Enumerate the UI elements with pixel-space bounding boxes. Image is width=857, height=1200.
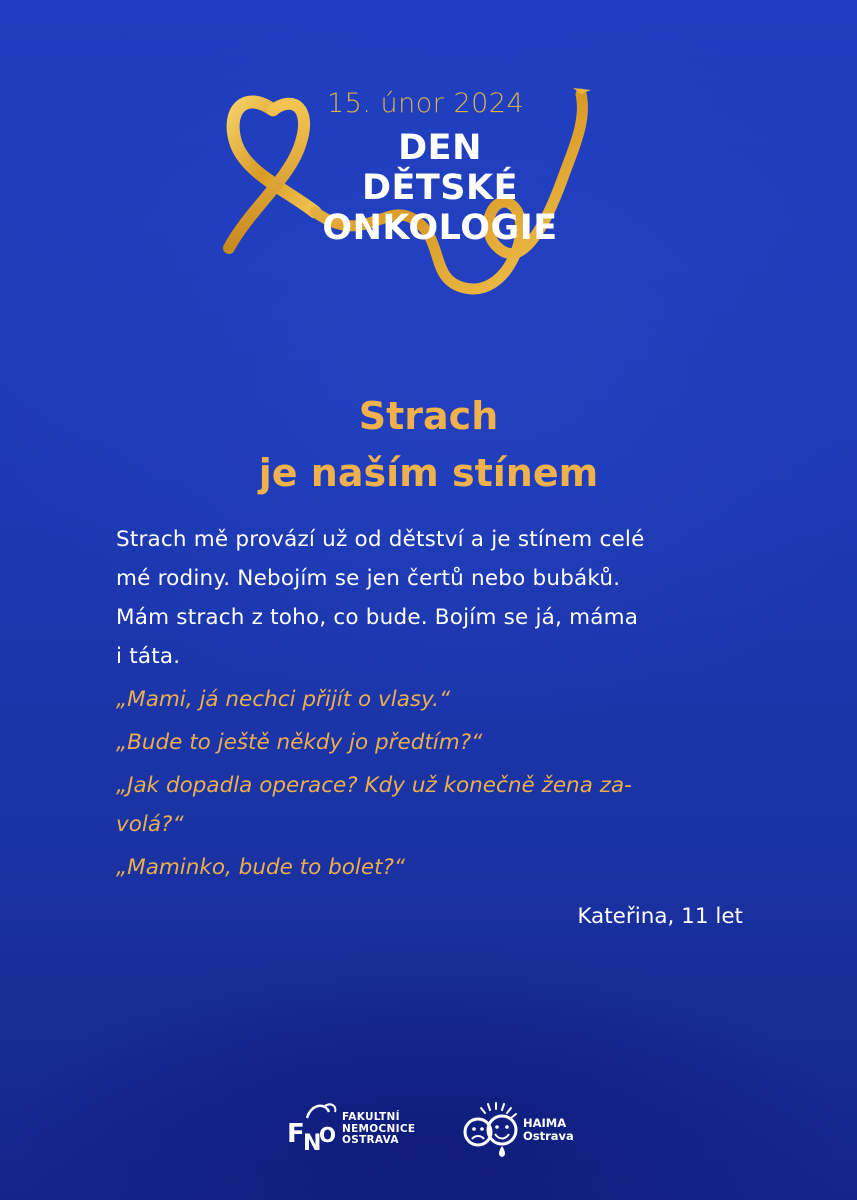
- fno-monogram-icon: [285, 1098, 341, 1160]
- event-title: [295, 128, 585, 248]
- svg-text:O: O: [319, 1123, 337, 1147]
- story-paragraph: [116, 520, 746, 676]
- fno-logo: [285, 1098, 435, 1160]
- haima-logo: [460, 1100, 580, 1162]
- fno-name: [342, 1112, 415, 1147]
- svg-text:N: N: [303, 1131, 322, 1156]
- paragraph-line: Strach mě provází už od dětství a je stínem celé: [116, 527, 645, 552]
- heading-line: je naším stínem: [258, 451, 599, 495]
- quote-line: „Maminko, bude to bolet?“: [116, 855, 406, 880]
- fno-name-line: FAKULTNÍ: [342, 1111, 400, 1123]
- event-title-line: DEN: [398, 128, 482, 168]
- quote-line: volá?“: [116, 812, 184, 837]
- footer-logos: [0, 1098, 857, 1168]
- paragraph-line: mé rodiny. Nebojím se jen čertů nebo bubáků.: [116, 566, 621, 591]
- event-title-line: ONKOLOGIE: [322, 208, 558, 248]
- haima-name-line: HAIMA: [523, 1116, 567, 1130]
- event-date: 15. únor 2024: [327, 88, 525, 119]
- haima-name: [523, 1117, 574, 1143]
- paragraph-line: i táta.: [116, 644, 181, 669]
- haima-name-line: Ostrava: [523, 1129, 574, 1143]
- quote-line: „Bude to ještě někdy jo předtím?“: [116, 730, 483, 755]
- author-signature: Kateřina, 11 let: [577, 904, 743, 929]
- svg-text:F: F: [287, 1119, 305, 1149]
- haima-faces-icon: [460, 1100, 530, 1160]
- event-logo: [215, 80, 615, 300]
- quote-line: „Jak dopadla operace? Kdy už konečně žena za-: [116, 773, 632, 798]
- heading-line: Strach: [358, 394, 499, 438]
- story-heading: [0, 388, 857, 502]
- fno-name-line: OSTRAVA: [342, 1134, 399, 1146]
- paragraph-line: Mám strach z toho, co bude. Bojím se já, máma: [116, 605, 639, 630]
- fno-name-line: NEMOCNICE: [342, 1122, 416, 1135]
- quotes-list: [116, 680, 756, 891]
- event-title-line: DĚTSKÉ: [361, 168, 519, 208]
- quote-line: „Mami, já nechci přijít o vlasy.“: [116, 687, 451, 712]
